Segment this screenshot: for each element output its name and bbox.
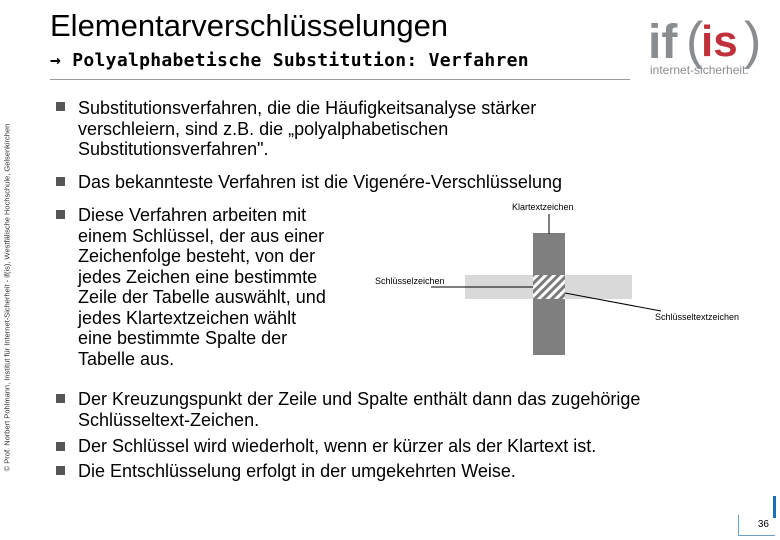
title-divider xyxy=(50,79,630,80)
bullet-marker xyxy=(56,442,65,451)
bullet-marker xyxy=(56,394,65,403)
label-plaintext-char: Klartextzeichen xyxy=(512,202,574,212)
bullet-3-line-8: Tabelle aus. xyxy=(78,348,175,369)
bullet-6-line-1: Die Entschlüsselung erfolgt in der umgekehrten Weise. xyxy=(78,461,516,481)
bullet-3-line-7: eine bestimmte Spalte der xyxy=(78,328,288,348)
slide-title: Elementarverschlüsselungen xyxy=(50,8,449,43)
bullet-marker xyxy=(56,466,65,475)
logo-caption: internet-sicherheit. xyxy=(650,63,749,77)
bullet-text-2 xyxy=(78,172,562,193)
logo-is: is xyxy=(701,17,738,66)
bullet-3-line-2: einem Schlüssel, der aus einer xyxy=(78,225,325,246)
bullet-3-line-6: jedes Klartextzeichen wählt xyxy=(78,307,297,328)
intersection-cell xyxy=(533,275,565,299)
logo-paren-close: ) xyxy=(744,12,761,70)
bullet-4-line-1: Der Kreuzungspunkt der Zeile und Spalte enthält dann das zugehörige xyxy=(78,389,641,409)
bullet-marker xyxy=(56,177,65,186)
logo-paren-open: ( xyxy=(686,12,704,70)
bullet-4-line-2: Schlüsseltext-Zeichen. xyxy=(78,409,260,430)
page-number: 36 xyxy=(757,519,769,530)
vigenere-cross-diagram xyxy=(365,195,765,365)
bullet-marker xyxy=(56,210,65,219)
bullet-text-5 xyxy=(78,436,596,457)
bullet-1-line-2: verschleiern, sind z.B. die „polyalphabetischen xyxy=(78,118,449,139)
bullet-1-line-3: Substitutionsverfahren". xyxy=(78,139,269,159)
bullet-marker xyxy=(56,102,65,111)
bullet-3-line-1: Diese Verfahren arbeiten mit xyxy=(78,205,307,225)
bullet-3-line-5: Zeile der Tabelle auswählt, und xyxy=(78,287,326,307)
page-number-box xyxy=(738,515,775,536)
bullet-5-line-1: Der Schlüssel wird wiederholt, wenn er kürzer als der Klartext ist. xyxy=(78,436,597,456)
bullet-text-6 xyxy=(78,461,516,482)
logo-if: if xyxy=(648,16,678,69)
ifis-logo xyxy=(646,8,761,78)
bullet-text-3 xyxy=(78,205,326,369)
bullet-1-line-1: Substitutionsverfahren, die die Häufigkeitsanalyse stärker xyxy=(78,98,537,118)
sidebar-copyright: © Prof. Norbert Pohlmann, Institut für Internet-Sicherheit - if(is), Westfälische Hochschule, Gelsenkirchen xyxy=(2,123,12,472)
bullet-text-1 xyxy=(78,98,536,160)
bullet-text-4 xyxy=(78,389,640,430)
bullet-2-line-1: Das bekannteste Verfahren ist die Vigenére-Verschlüsselung xyxy=(78,172,562,192)
label-key-char: Schlüsselzeichen xyxy=(375,276,445,286)
slide-subtitle: → Polyalphabetische Substitution: Verfahren xyxy=(50,50,529,71)
label-cipher-char: Schlüsseltextzeichen xyxy=(655,312,740,322)
bullet-3-line-4: jedes Zeichen eine bestimmte xyxy=(78,266,318,287)
bullet-3-line-3: Zeichenfolge besteht, von der xyxy=(78,246,316,266)
